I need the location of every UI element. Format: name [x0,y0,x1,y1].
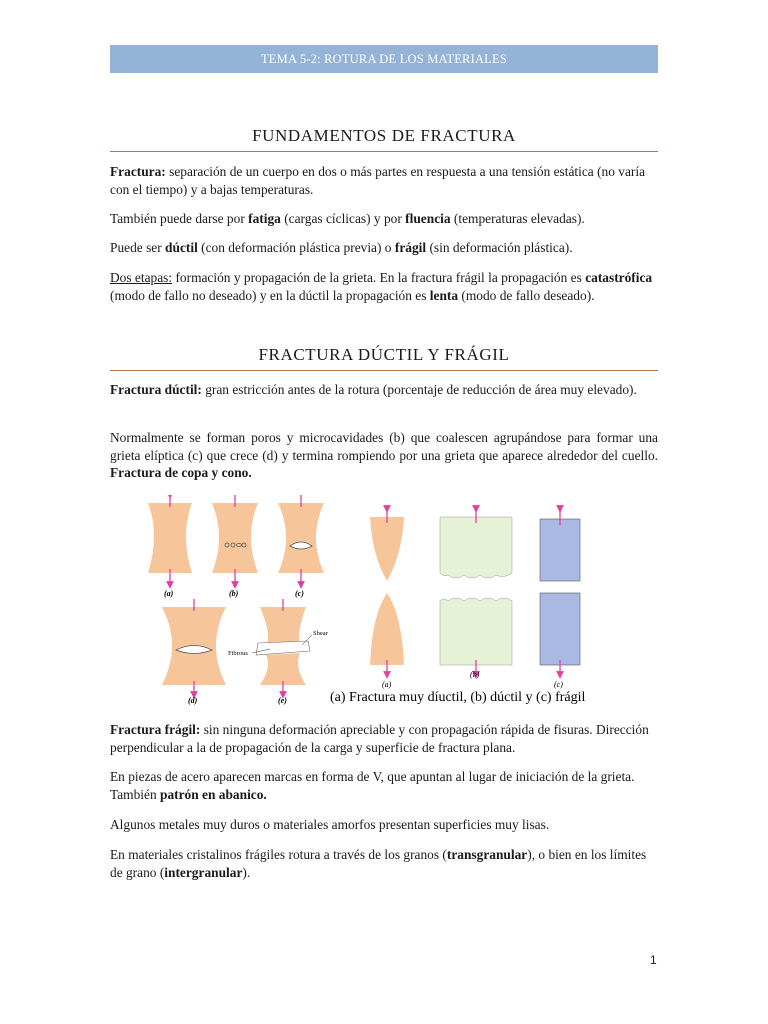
term: frágil [394,240,427,255]
text: (cargas cíclicas) y por [280,211,406,226]
text: (temperaturas elevadas). [450,211,585,226]
specimen-d [162,599,226,695]
section-title-fundamentos: FUNDAMENTOS DE FRACTURA [110,126,658,152]
text: En piezas de acero aparecen marcas en forma de V, que apuntan al lugar de iniciación de la grieta. También [110,769,635,802]
text: Puede ser [110,240,166,255]
specimen-a [148,495,192,585]
paragraph-ductil-fragil [110,239,658,257]
right-label-c: (c) [554,680,563,689]
label-b: (b) [229,589,239,598]
text: (modo de fallo deseado). [458,287,595,303]
paragraph-marcas-v [110,768,658,803]
paragraph-poros [110,429,658,482]
paragraph-superficies-lisas [110,816,658,834]
text: Algunos metales muy duros o materiales amorfos presentan superficies muy lisas. [110,817,550,832]
label-e: (e) [278,696,287,705]
term: Fractura: [110,164,166,179]
term: transgranular [446,847,528,862]
text: separación de un cuerpo en dos o más partes en respuesta a una tensión estática (no varía con el tiempo) y a bajas temperaturas. [110,164,646,197]
right-label-a: (a) [382,680,392,689]
text: Normalmente se forman poros y microcavidades (b) que coalescen agrupándose para formar una grieta elíptica (c) que crece (d) y termina rompiendo por una grieta que aparece alrededor del cuello. [110,430,658,463]
term: catastrófica [585,270,653,285]
specimen-e [252,599,312,695]
right-specimen-b [440,509,512,675]
text: (con deformación plástica previa) o [197,240,395,255]
text: (sin deformación plástica). [426,240,573,255]
label-a: (a) [164,589,174,598]
label-shear: Shear [313,630,328,637]
specimen-c [278,495,324,585]
text: (modo de fallo no deseado) y en la dúctil la propagación es [110,287,430,303]
term: Fractura dúctil: [110,382,202,397]
page-number: 1 [650,953,657,967]
section-title-ductil-fragil: FRACTURA DÚCTIL Y FRÁGIL [110,345,658,371]
term: Fractura de copa y cono. [110,465,252,481]
paragraph-fractura [110,163,658,198]
term: lenta [429,287,459,303]
page-header: TEMA 5-2: ROTURA DE LOS MATERIALES [110,45,658,73]
right-specimen-a [370,509,404,675]
label-c: (c) [295,589,304,598]
text: sin ninguna deformación apreciable y con propagación rápida de fisuras. Dirección perpendicular a la de propagación de la carga y superficie de fractura plana. [110,722,649,755]
text: En materiales cristalinos frágiles rotura a través de los granos ( [110,847,447,862]
text: También puede darse por [110,211,249,226]
term: patrón en abanico. [160,786,267,802]
right-label-b: (b) [470,670,480,679]
fracture-figure [140,495,640,710]
label-fibrous: Fibrous [228,650,248,657]
term: fatiga [248,211,281,226]
paragraph-fractura-ductil [110,381,658,399]
specimen-b [212,495,258,585]
right-specimen-c [540,509,580,675]
underlined-term: Dos etapas: [110,270,173,285]
term: fluencia [405,211,451,226]
term: Fractura frágil: [110,722,201,737]
paragraph-fractura-fragil [110,721,658,756]
label-d: (d) [188,696,198,705]
paragraph-cristalinos [110,846,658,881]
term: dúctil [165,240,198,255]
paragraph-dos-etapas [110,269,658,304]
text: ), o bien en los límites de grano ( [110,847,647,880]
text: ). [242,864,251,880]
figure-caption: (a) Fractura muy díuctil, (b) dúctil y (c) frágil [330,690,586,705]
term: intergranular [164,864,243,880]
paragraph-fatiga [110,210,658,228]
text: formación y propagación de la grieta. En la fractura frágil la propagación es [172,270,586,285]
text: gran estricción antes de la rotura (porcentaje de reducción de área muy elevado). [201,382,637,397]
